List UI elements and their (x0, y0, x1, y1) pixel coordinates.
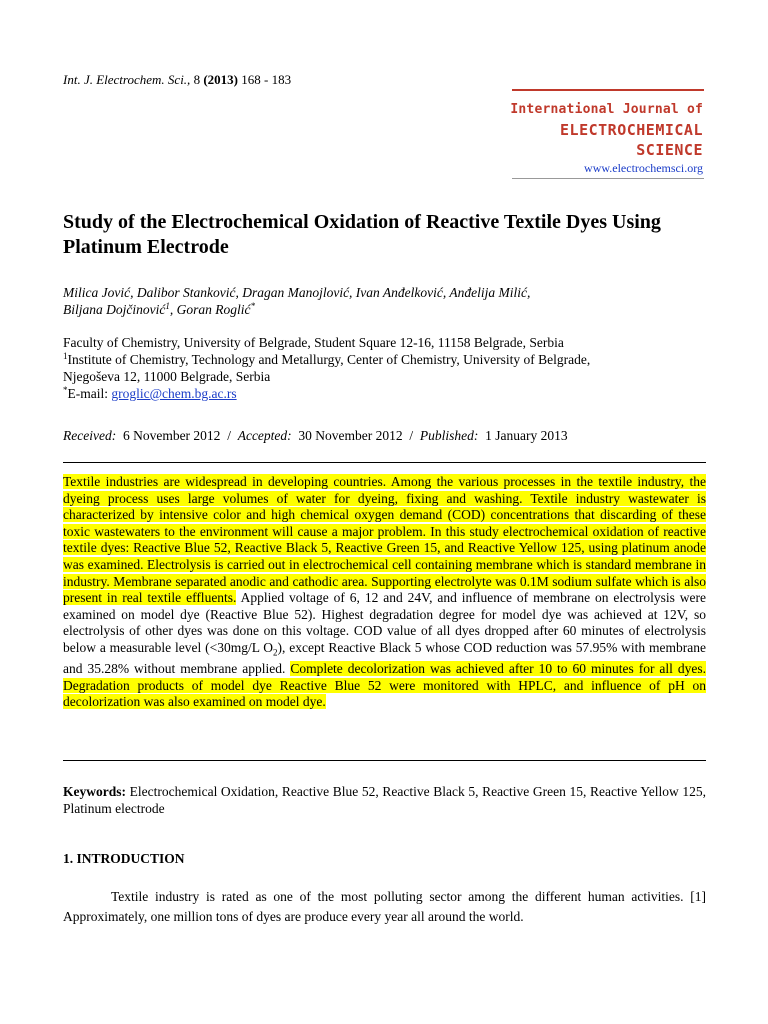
contact-email: *E-mail: groglic@chem.bg.ac.rs (63, 385, 237, 401)
abstract-text-2: ), except Reactive Black 5 whose COD reduction was 57.95% with membrane and 35.28% without membrane applied. (63, 639, 706, 677)
paper-title: Study of the Electrochemical Oxidation of Reactive Textile Dyes Using Platinum Electrode (63, 211, 661, 258)
citation-year: (2013) (203, 72, 238, 87)
accepted-date: 30 November 2012 (298, 428, 403, 443)
affiliation-2-address: Njegoševa 12, 11000 Belgrade, Serbia (63, 369, 271, 384)
keywords (63, 783, 706, 817)
journal-url-link[interactable]: www.electrochemsci.org (584, 161, 703, 175)
citation-volume: 8 (193, 72, 201, 87)
published-label: Published: (419, 428, 479, 443)
author-line-2: Biljana Dojčinović$^1$, Goran Roglić* (63, 301, 255, 317)
journal-brand-line1: International Journal of (510, 102, 703, 117)
journal-brand-rule (512, 89, 704, 91)
journal-brand-line2: ELECTROCHEMICAL (560, 121, 703, 139)
author-line-1: Milica Jović, Dalibor Stanković, Dragan Manojlović, Ivan Anđelković, Anđelija Milić, (63, 285, 531, 300)
section-heading-introduction: 1. INTRODUCTION (63, 851, 185, 866)
keywords-label: Keywords: (63, 784, 126, 799)
abstract-text-1: Applied voltage of 6, 12 and 24V, and influence of membrane on electrolysis were examined on model dye (Reactive Blue 52). Highest degradation degree for model dye was achieved at 12V, so electrolysis of other dyes was done on this voltage. COD value of all dyes dropped after 60 minutes of electrolysis below a measurable level (<30mg/L O (63, 590, 706, 655)
affiliation-2: $^1$Institute of Chemistry, Technology and Metallurgy, Center of Chemistry, University of Belgrade, (63, 351, 591, 367)
published-date: 1 January 2013 (485, 428, 568, 443)
abstract: Textile industries are widespread in developing countries. Among the various processes in the textile industry, the dyeing process uses large volumes of water for dyeing, fixing and washing. Textile industry wastewater is characterized by intensive color and high chemical oxygen demand (COD) concentrations that discarding of these toxic wastewaters to the environment will cause a major problem. In this study electrochemical oxidation of reactive textile dyes: Reactive Blue 52, Reactive Black 5, Reactive Green 15, and Reactive Yellow 125, using platinum anode was examined. Electrolysis is carried out in electrochemical cell containing membrane which is standard membrane in industry. Membrane separated anodic and cathodic area. Supporting electrolyte was 0.1M sodium sulfate which is also present in real textile effluents. Applied voltage of 6, 12 and 24V, and influence of membrane on electrolysis were examined on model dye (Reactive Blue 52). Highest degradation degree for model dye was achieved at 12V, so electrolysis of other dyes was done on this voltage. COD value of all dyes dropped after 60 minutes of electrolysis below a measurable level (<30mg/L $O_2$), except Reactive Black 5 whose COD reduction was 57.95% with membrane and 35.28% without membrane applied. Complete decolorization was achieved after 10 to 60 minutes for all dyes. Degradation products of model dye Reactive Blue 52 were monitored with HPLC, and influence of pH on decolorization was also examined on model dye. (63, 474, 707, 710)
introduction-paragraph: Textile industry is rated as one of the most polluting sector among the different human activities. [1] Approximately, one million tons of dyes are produce every year all around the world. (63, 889, 706, 924)
received-label: Received: (63, 428, 117, 443)
author-list (63, 284, 713, 318)
affiliation-1: Faculty of Chemistry, University of Belgrade, Student Square 12-16, 11158 Belgrade, Serbia (63, 335, 564, 350)
abstract-highlight-1: Textile industries are widespread in developing countries. Among the various processes in the textile industry, the dyeing process uses large volumes of water for dyeing, fixing and washing. Textile industry wastewater is characterized by intensive color and high chemical oxygen demand (COD) concentrations that discarding of these toxic wastewaters to the environment will cause a major problem. In this study electrochemical oxidation of reactive textile dyes: Reactive Blue 52, Reactive Black 5, Reactive Green 15, and Reactive Yellow 125, using platinum anode was examined. Electrolysis is carried out in electrochemical cell containing membrane which is standard membrane in industry. Membrane separated anodic and cathodic area. Supporting electrolyte was 0.1M sodium sulfate which is also present in real textile effluents. (63, 474, 706, 606)
journal-url-rule (512, 178, 704, 179)
email-link[interactable]: groglic@chem.bg.ac.rs (111, 386, 237, 401)
affiliations (63, 334, 713, 402)
citation-journal: Int. J. Electrochem. Sci., (63, 72, 191, 87)
journal-brand-line3: SCIENCE (636, 141, 703, 159)
abstract-highlight-2: Complete decolorization was achieved after 10 to 60 minutes for all dyes. Degradation products of model dye Reactive Blue 52 were monitored with HPLC, and influence of pH on decolorization was also examined on model dye. (63, 661, 707, 710)
abstract-top-rule (63, 462, 706, 463)
received-date: 6 November 2012 (122, 428, 221, 443)
abstract-bottom-rule (63, 760, 706, 761)
accepted-label: Accepted: (237, 428, 292, 443)
citation-pages: 168 - 183 (241, 72, 292, 87)
publication-dates: Received: 6 November 2012 / Accepted: 30 November 2012 / Published: 1 January 2013 (63, 428, 568, 443)
keywords-text: Electrochemical Oxidation, Reactive Blue 52, Reactive Black 5, Reactive Green 15, Reactive Yellow 125, Platinum electrode (63, 784, 706, 816)
citation-line (63, 72, 291, 88)
